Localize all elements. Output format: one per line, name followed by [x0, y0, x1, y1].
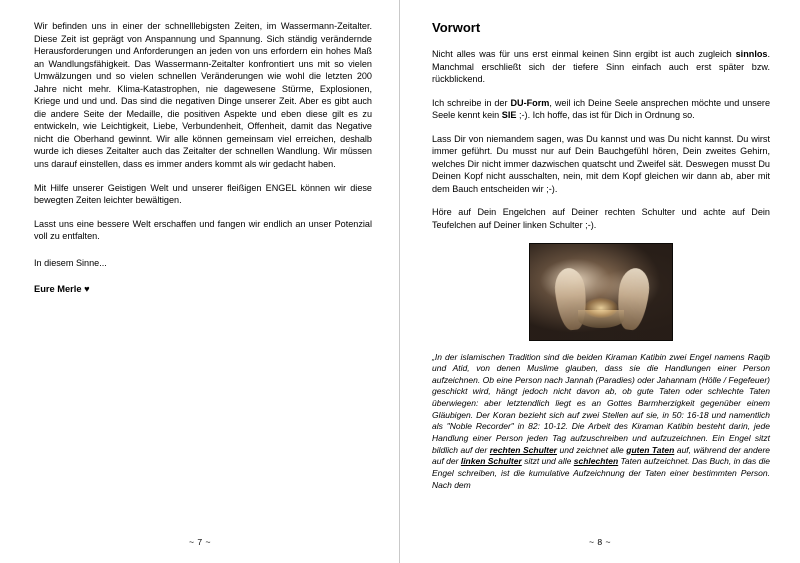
left-closing-line: In diesem Sinne...	[34, 257, 107, 268]
right-page	[400, 0, 800, 563]
figurine-photo-container	[432, 243, 770, 341]
right-paragraph-1: Nicht alles was für uns erst einmal keinen Sinn ergibt ist auch zugleich sinnlos. Manchmal erschließt sich der tiefere Sinn einfach auch erst später bzw. rückblickend.	[432, 49, 770, 85]
left-page-folio: ~ 7 ~	[188, 537, 212, 547]
right-page-folio: ~ 8 ~	[588, 537, 612, 547]
page-title: Vorwort	[432, 20, 481, 35]
image-caption: „In der islamischen Tradition sind die beiden Kiraman Katibin zwei Engel namens Raqib und Atid, von denen Muslime glauben, dass sie die Handlungen einer Person aufzeichnen. Ob eine Person nach Jannah (Paradies) oder Jahannam (Hölle / Fegefeuer) geschickt wird, hängt jedoch nicht davon ab, ob gute Taten oder schlechte Taten überwiegen: aber letztendlich liegt es an Gottes Barmherzigkeit gegenüber einem Gläubigen. Der Koran bezieht sich auf zwei Stellen auf sie, in 50: 16-18 und namentlich als "Noble Recorder" in 82: 10-12. Die Arbeit des Kiraman Katibin besteht darin, jede Handlung einer Person jeden Tag aufzuschreiben und aufzuzeichnen. Ein Engel sitzt bildlich auf der rechten Schulter und zeichnet alle guten Taten auf, während der andere auf der linken Schulter sitzt und alle schlechten Taten aufzeichnet. Das Buch, in das die Engel schreiben, ist die kumulative Aufzeichnung der Taten einer bestimmten Person. Nach dem	[432, 351, 771, 490]
right-paragraph-4: Höre auf Dein Engelchen auf Deiner rechten Schulter und achte auf Dein Teufelchen auf Deiner linken Schulter ;-).	[432, 207, 770, 231]
right-paragraph-2: Ich schreibe in der DU-Form, weil ich Deine Seele ansprechen möchte und unsere Seele kennt kein SIE ;-). Ich hoffe, das ist für Dich in Ordnung so.	[432, 97, 770, 121]
author-signature: Eure Merle ♥	[34, 284, 90, 295]
left-paragraph-2: Mit Hilfe unserer Geistigen Welt und unserer fleißigen ENGEL können wir diese bewegten Zeiten leichter bewältigen.	[34, 182, 372, 206]
angel-and-devil-figurines-photo	[529, 243, 673, 341]
left-paragraph-1: Wir befinden uns in einer der schnelllebigsten Zeiten, im Wassermann-Zeitalter. Diese Zeit ist geprägt von Anspannung und Spannung. Sich ständig verändernde Herausforderungen und Anforderungen an jeden von uns erfordern ein hohes Maß an Wandlungsfähigkeit. Das Wassermann-Zeitalter konfrontiert uns mit so vielen Umwälzungen und so vielen schnellen Veränderungen wie wohl die letzten 200 Jahre nicht mehr. Klima-Katastrophen, nie dagewesene Stürme, Explosionen, Kriege und und und. Das sind die negativen Dinge unserer Zeit. Aber es gibt auch die andere Seite der Medaille, die positiven Aspekte und eben diese gilt es zu entwickeln, wie Leichtigkeit, Liebe, Verbundenheit, Offenheit, damit das Negative nicht die Oberhand gewinnt. Wir alle können gemeinsam viel erreichen, deshalb wurde ich dieses Zeitalter auch das Zeitalter der schnellen Wandlung. Wir müssen uns darauf einstellen, dass es immer anders kommt als wir gedacht haben.	[34, 21, 372, 170]
right-paragraph-3: Lass Dir von niemandem sagen, was Du kannst und was Du nicht kannst. Du wirst immer geführt. Du musst nur auf Dein Bauchgefühl hören, Dein zweites Gehirn, welches Dir nicht immer dazwischen quatscht und Zweifel sät. Deswegen musst Du Deinen Kopf nicht ausschalten, nein, mit dem Kopf gleichen wir dann ab, aber mit dem Bauch entscheiden wir ;-).	[432, 133, 770, 194]
photo-glow	[584, 298, 618, 318]
left-paragraph-3: Lasst uns eine bessere Welt erschaffen und fangen wir endlich an unser Potenzial voll zu entfalten.	[34, 218, 372, 242]
